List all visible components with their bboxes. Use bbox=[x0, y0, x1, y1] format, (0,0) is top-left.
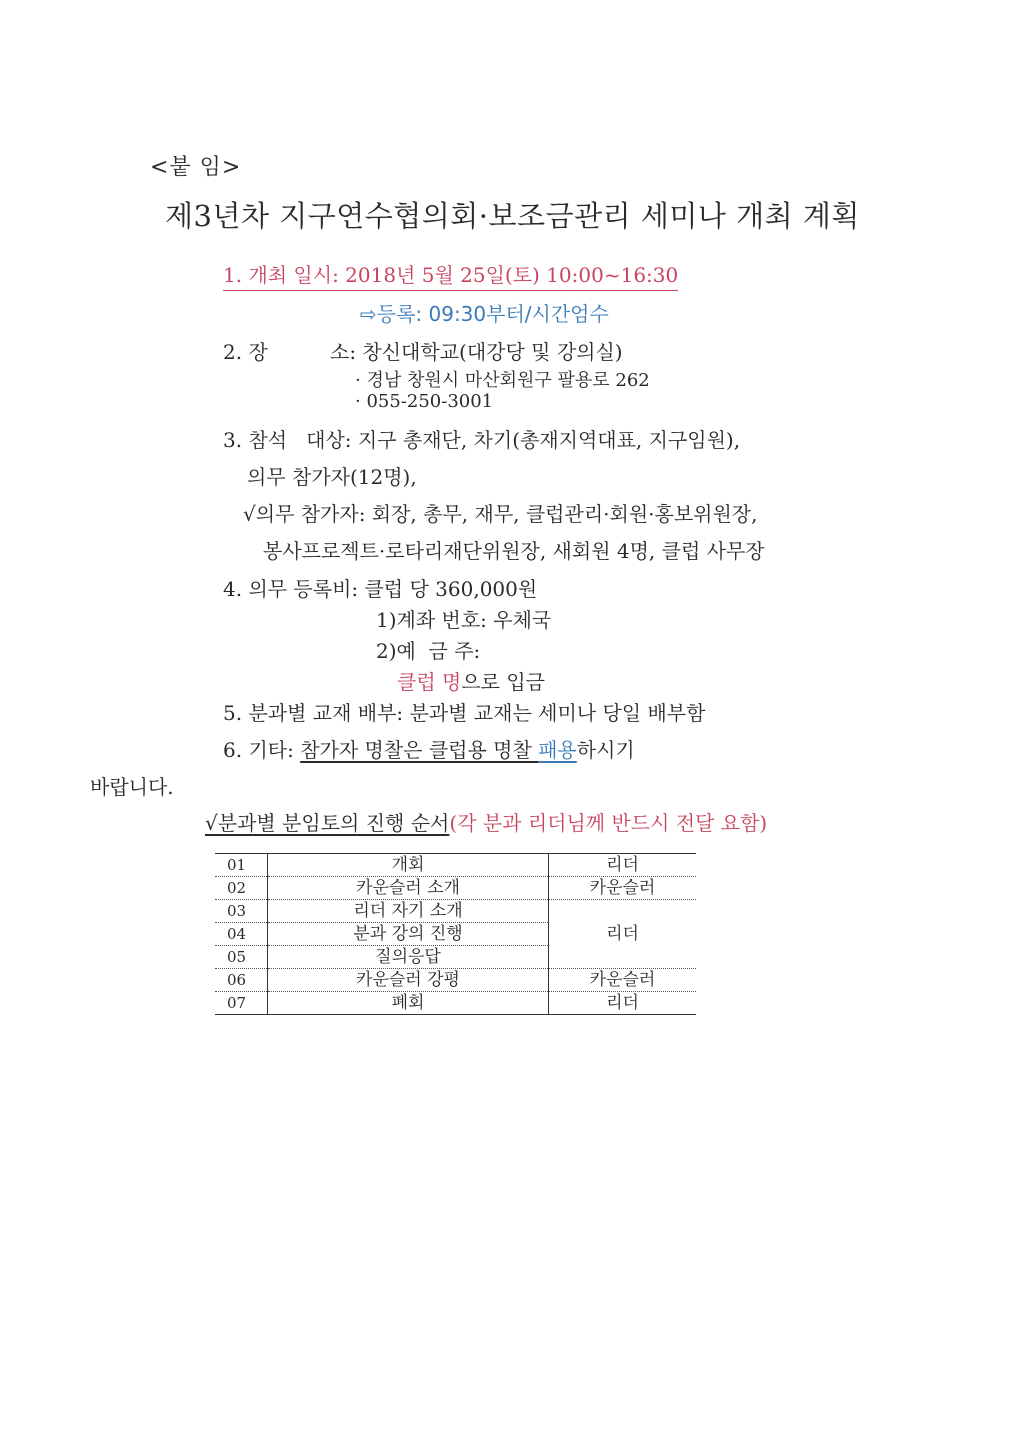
table-row bbox=[215, 992, 696, 1015]
row-role: 카운슬러 bbox=[549, 969, 697, 992]
row-role: 카운슬러 bbox=[549, 877, 697, 900]
venue-label: 2. 장 bbox=[223, 340, 268, 364]
mandatory-line-1: √의무 참가자: 회장, 총무, 재무, 클럽관리·회원·홍보위원장, bbox=[243, 502, 758, 526]
other-underlined: 참가자 명찰은 클럽용 명찰 bbox=[300, 738, 539, 762]
registration-fee: 4. 의무 등록비: 클럽 당 360,000원 bbox=[223, 577, 538, 601]
attendees-line-2: 의무 참가자(12명), bbox=[247, 465, 417, 489]
row-role: 리더 bbox=[549, 992, 697, 1015]
order-heading bbox=[205, 807, 767, 836]
other-prefix: 6. 기타: bbox=[223, 738, 301, 762]
row-item: 분과 강의 진행 bbox=[268, 923, 549, 946]
table-row bbox=[215, 854, 696, 877]
order-note: (각 분과 리더님께 반드시 전달 요함) bbox=[449, 811, 768, 835]
other-suffix: 하시기 bbox=[576, 738, 635, 762]
row-number: 01 bbox=[215, 854, 268, 877]
mandatory-line-2: 봉사프로젝트·로타리재단위원장, 새회원 4명, 클럽 사무장 bbox=[263, 539, 765, 563]
account-holder: 2)예 금 주: bbox=[376, 639, 481, 663]
event-date: 1. 개최 일시: 2018년 5월 25일(토) 10:00~16:30 bbox=[223, 259, 678, 291]
deposit-note bbox=[397, 666, 545, 695]
other-note bbox=[223, 734, 635, 763]
document-title: 제3년차 지구연수협의회·보조금관리 세미나 개최 계획 bbox=[165, 199, 860, 233]
deposit-suffix: 으로 입금 bbox=[461, 670, 545, 694]
row-role: 리더 bbox=[549, 900, 697, 969]
row-number: 06 bbox=[215, 969, 268, 992]
schedule-table bbox=[215, 853, 696, 1015]
registration-note: ⇨등록: 09:30부터/시간엄수 bbox=[360, 302, 609, 326]
other-underlined-blue: 패용 bbox=[538, 738, 577, 762]
textbook-note: 5. 분과별 교재 배부: 분과별 교재는 세미나 당일 배부함 bbox=[223, 701, 706, 725]
row-item: 개회 bbox=[268, 854, 549, 877]
row-item: 리더 자기 소개 bbox=[268, 900, 549, 923]
row-item: 카운슬러 소개 bbox=[268, 877, 549, 900]
row-number: 04 bbox=[215, 923, 268, 946]
other-note-continued: 바랍니다. bbox=[90, 775, 174, 799]
attachment-label: <붙 임> bbox=[150, 155, 242, 180]
row-number: 07 bbox=[215, 992, 268, 1015]
table-row bbox=[215, 969, 696, 992]
row-item: 질의응답 bbox=[268, 946, 549, 969]
row-item: 폐회 bbox=[268, 992, 549, 1015]
venue-phone: · 055-250-3001 bbox=[355, 391, 494, 412]
deposit-club-name: 클럽 명 bbox=[397, 670, 462, 694]
row-number: 03 bbox=[215, 900, 268, 923]
venue-value: 소: 창신대학교(대강당 및 강의실) bbox=[330, 340, 623, 364]
row-number: 05 bbox=[215, 946, 268, 969]
row-number: 02 bbox=[215, 877, 268, 900]
row-role: 리더 bbox=[549, 854, 697, 877]
table-row bbox=[215, 900, 696, 923]
venue-address: · 경남 창원시 마산회원구 팔용로 262 bbox=[355, 370, 650, 391]
row-item: 카운슬러 강평 bbox=[268, 969, 549, 992]
attendees-line-1: 3. 참석 대상: 지구 총재단, 차기(총재지역대표, 지구임원), bbox=[223, 428, 741, 452]
bank-account: 1)계좌 번호: 우체국 bbox=[376, 608, 552, 632]
table-row bbox=[215, 877, 696, 900]
order-title: √분과별 분임토의 진행 순서 bbox=[205, 811, 450, 835]
